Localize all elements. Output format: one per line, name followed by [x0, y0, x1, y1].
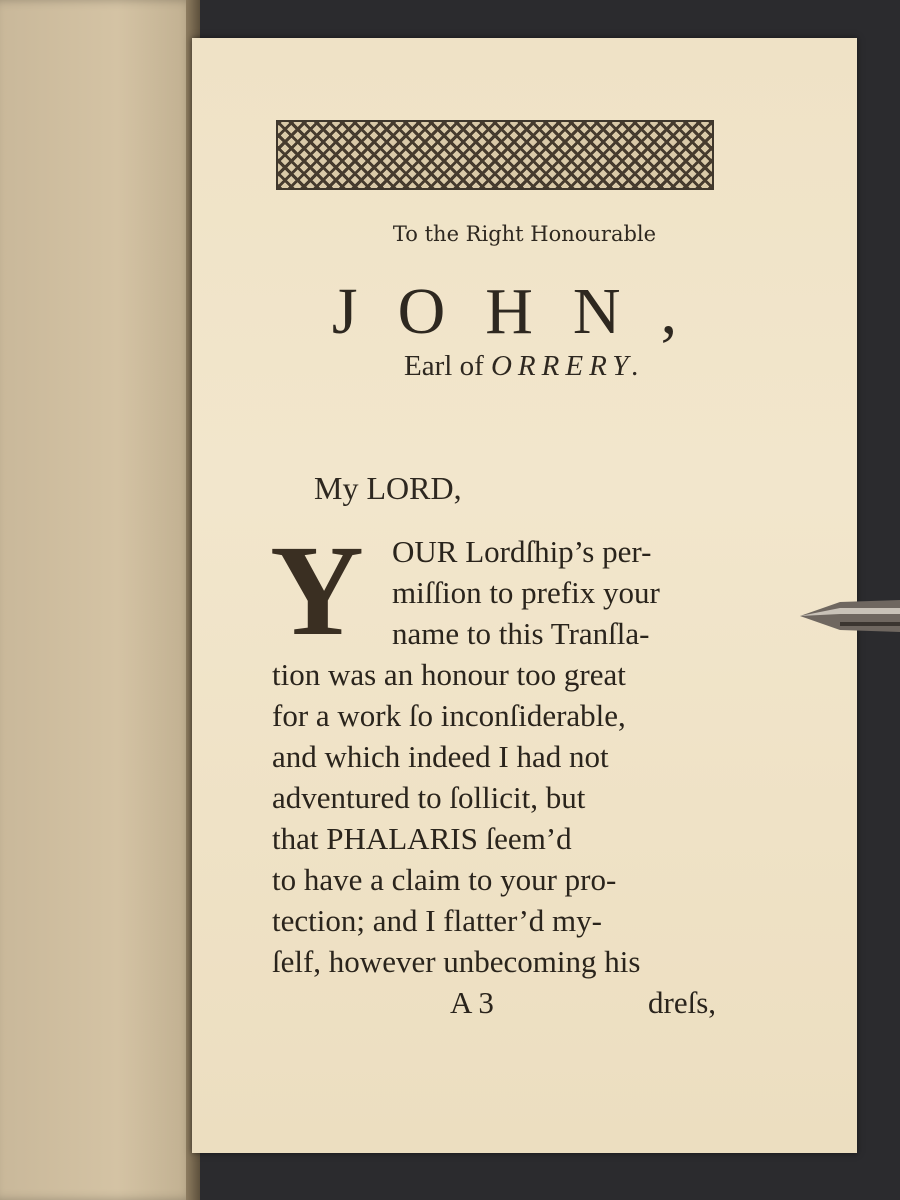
right-page [192, 38, 857, 1153]
text-line: and which indeed I had not [272, 739, 609, 774]
text-line: OUR Lordſhip’s per- [392, 534, 652, 569]
text-line: to have a claim to your pro- [272, 862, 617, 897]
catchword: dreſs, [648, 985, 717, 1020]
text-line: tion was an honour too great [272, 657, 626, 692]
text-line: ſelf, however unbecoming his [272, 944, 641, 979]
left-page [0, 0, 196, 1200]
text-line: for a work ſo inconſiderable, [272, 698, 626, 733]
text-line: miſſion to prefix your [392, 575, 660, 610]
signature-mark: A 3 [450, 985, 494, 1020]
drop-cap: Y [270, 519, 364, 663]
dedicatee-title [192, 350, 857, 383]
salutation: My LORD, [314, 470, 462, 506]
dedicatee-name: JOHN, [331, 275, 718, 348]
text-line: tection; and I flatter’d my- [272, 903, 602, 938]
ornament-headpiece [276, 120, 714, 190]
pen-pointer [800, 596, 900, 636]
title-prefix: Earl of [404, 350, 484, 382]
title-name: ORRERY. [490, 350, 645, 382]
dedication-heading: To the Right Honourable [392, 222, 657, 246]
text-line: adventured to ſollicit, but [272, 780, 586, 815]
text-line: that PHALARIS ſeem’d [272, 821, 572, 856]
text-line: name to this Tranſla- [392, 616, 650, 651]
